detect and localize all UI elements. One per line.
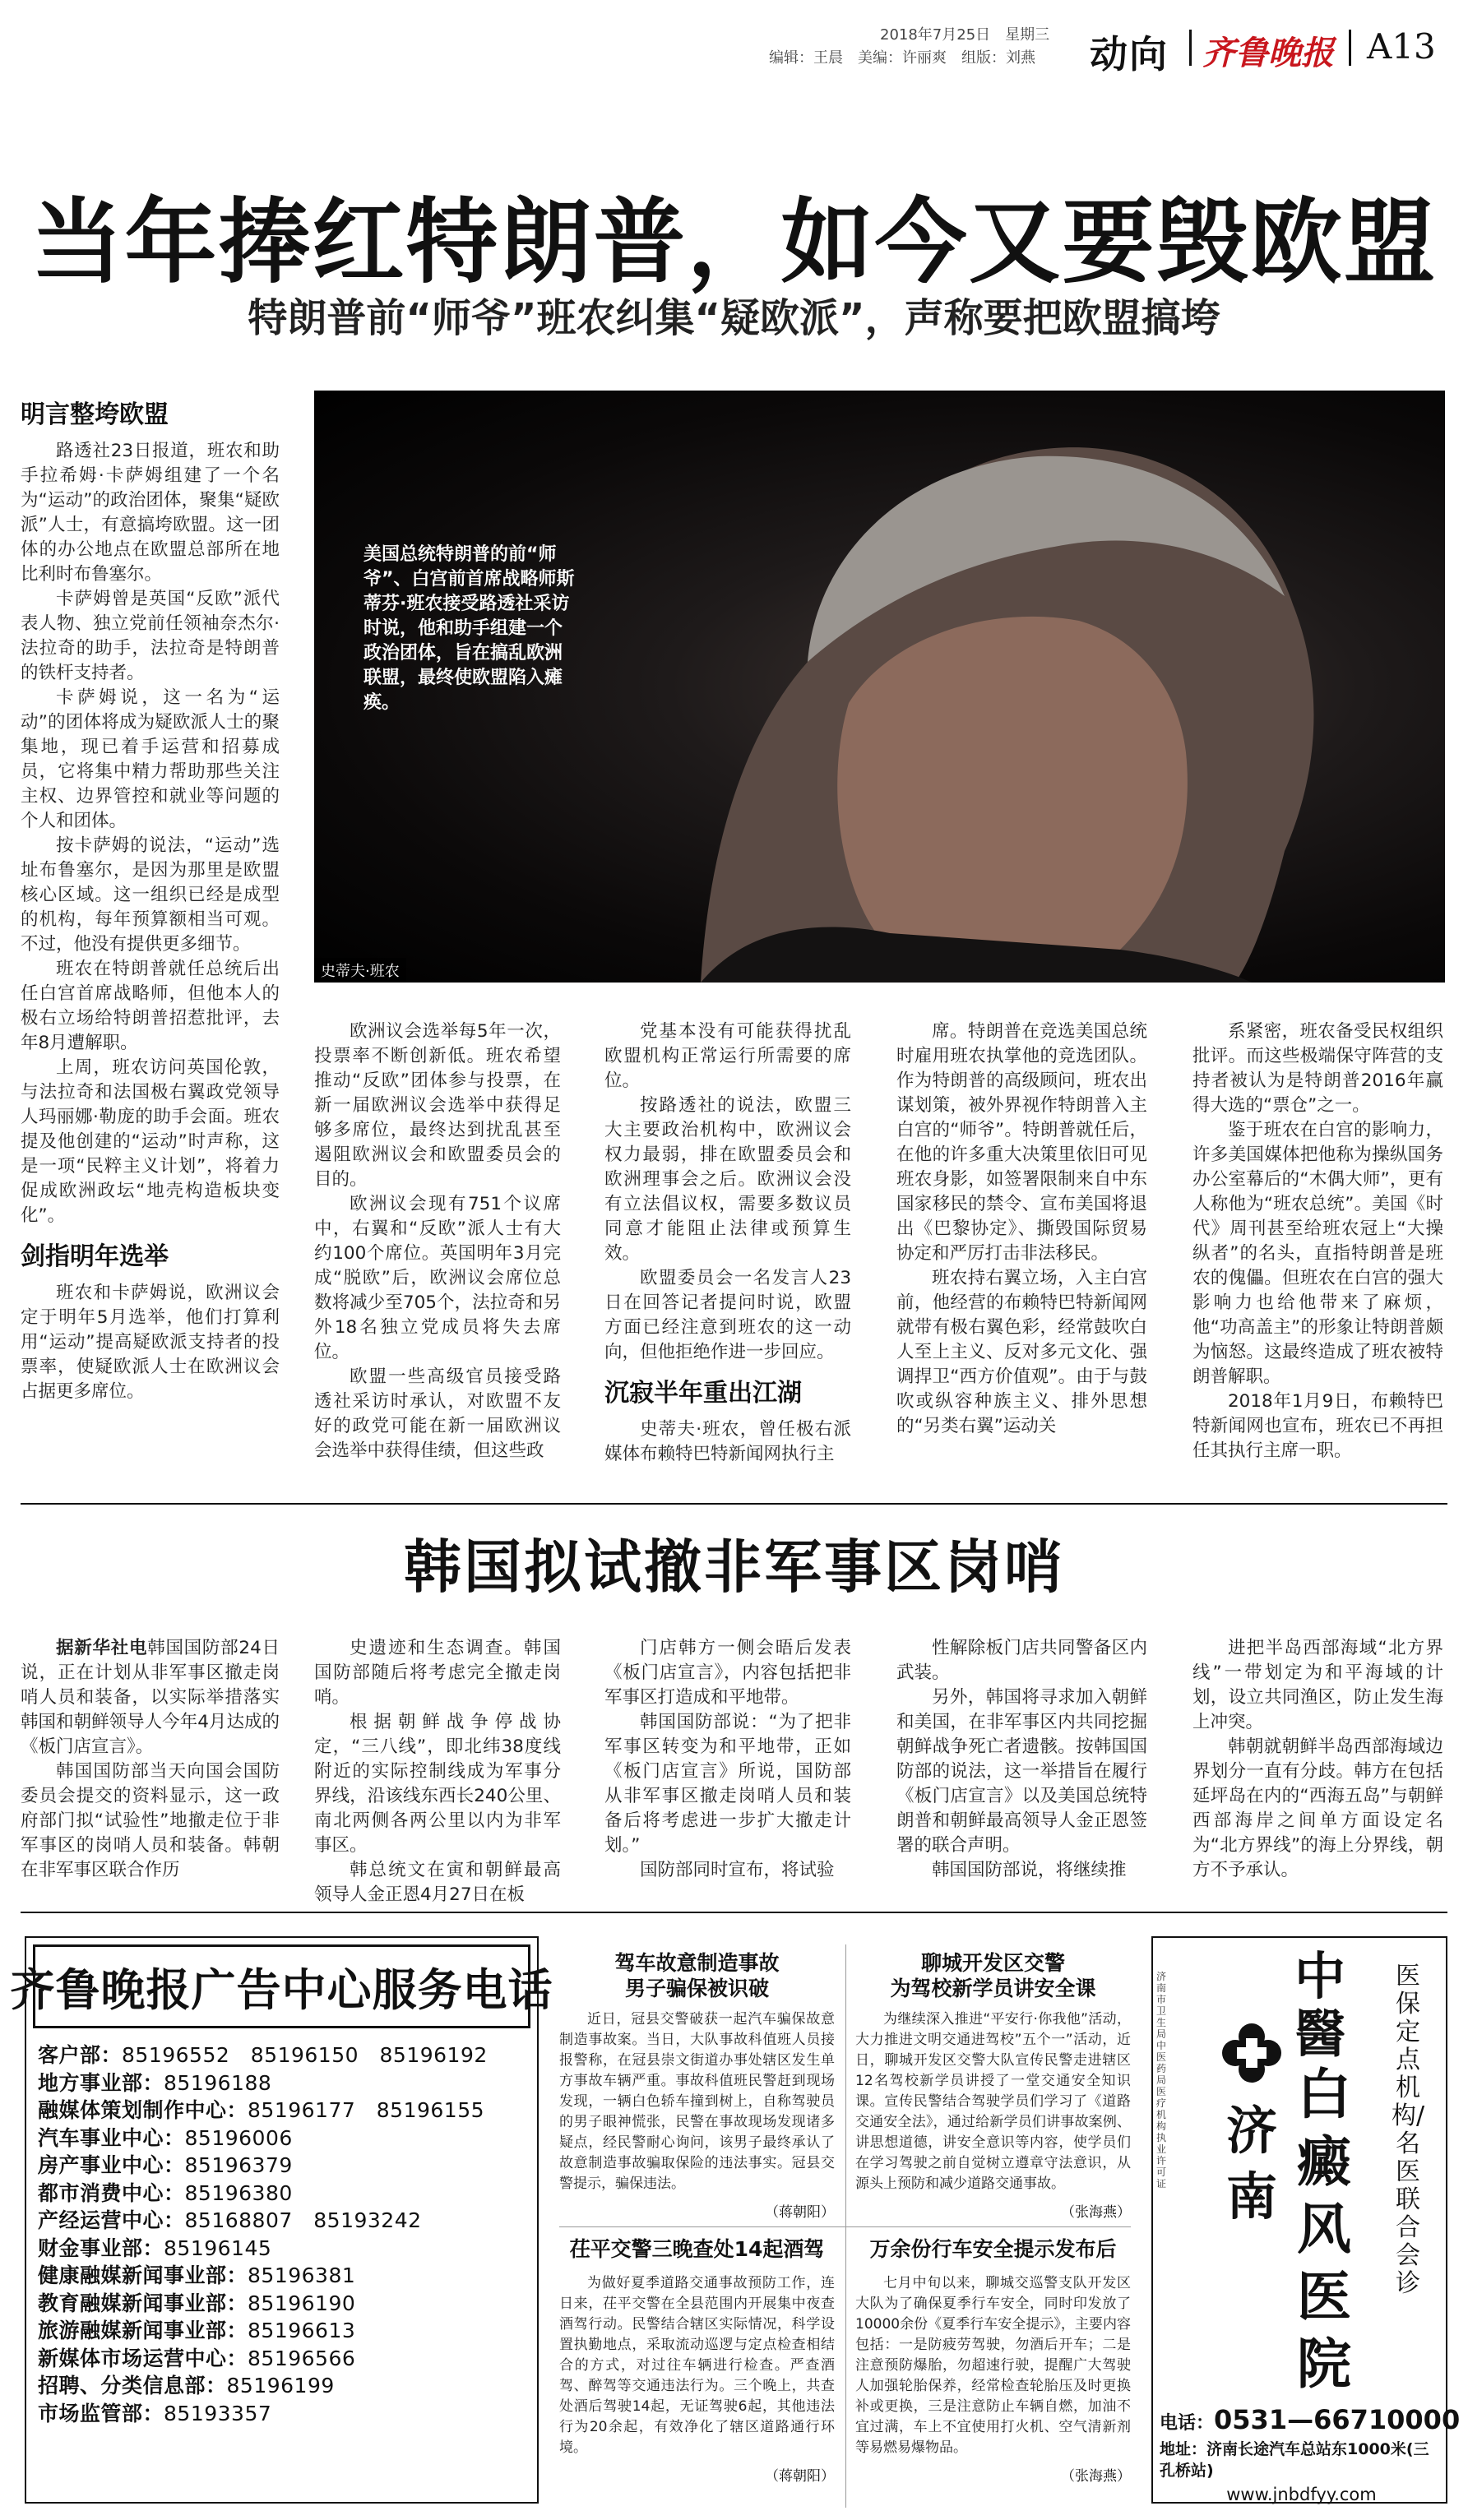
dept-name: 产经运营中心： — [38, 2208, 185, 2232]
paragraph-text: 韩国国防部24日说，正在计划从非军事区撤走岗哨人员和装备，以实际举措落实韩国和朝鲜领导人今年4月达成的《板门店宣言》。 — [21, 1638, 280, 1757]
tel-row — [38, 2097, 531, 2125]
ad-center-box — [10, 1936, 553, 2504]
brief-title: 万余份行车安全提示发布后 — [869, 2237, 1117, 2261]
website: www.jnbdfyy.com — [1226, 2485, 1377, 2504]
phone-label: 电话： — [1160, 2413, 1215, 2434]
brief1 — [559, 1950, 835, 2222]
paragraph: 班农持右翼立场，入主白宫前，他经营的布赖特巴特新闻网就带有极右翼色彩，经常鼓吹白人至上主义、反对多元文化、强调捍卫“西方价值观”。由于与鼓吹或纵容种族主义、排外思想的“另类右翼”运动关 — [896, 1268, 1147, 1436]
dept-name: 房产事业中心： — [38, 2153, 185, 2177]
hospital-city: 济南 — [1225, 2101, 1277, 2226]
tel-number: 85193357 — [164, 2401, 272, 2425]
tel-number: 85196613 — [248, 2319, 356, 2342]
paragraph: 欧盟委员会一名发言人23日在回答记者提问时说，欧盟方面已经注意到班农的这一动向，但他拒绝作进一步回应。 — [604, 1268, 851, 1362]
tel-number: 85168807 85193242 — [184, 2208, 422, 2232]
paragraph: 系紧密，班农备受民权组织批评。而这些极端保守阵营的支持者被认为是特朗普2016年赢得大选的“票仓”之一。 — [1192, 1021, 1443, 1116]
paragraph: 为做好夏季道路交通事故预防工作，连日来，茌平交警在全县范围内开展集中夜查酒驾行动。民警结合辖区实际情况，科学设置执勤地点，采取流动巡逻与定点检查相结合的方式，对过往车辆进行检查。严查酒驾、醉驾等交通违法行为。三个晚上，共查处酒后驾驶14起，无证驾驶6起，其他违法行为20余起，有效净化了辖区道路通行环境。 — [559, 2275, 835, 2456]
story2-col3 — [604, 1636, 851, 1883]
story1-col2 — [314, 1020, 561, 1488]
address-label: 地址： — [1160, 2440, 1207, 2458]
ad-center-title-box — [10, 1944, 553, 2028]
address-text: 济南长途汽车总站东1000米(三孔桥站) — [1160, 2440, 1429, 2480]
brief-body — [559, 2273, 835, 2462]
bannon-photo — [314, 391, 1445, 983]
dept-name: 市场监管部： — [38, 2401, 164, 2425]
paragraph: 另外，韩国将寻求加入朝鲜和美国，在非军事区内共同挖掘朝鲜战争死亡者遗骸。按韩国国防部的说法，这一举措旨在履行《板门店宣言》以及美国总统特朗普和朝鲜最高领导人金正恩签署的联合声明。 — [896, 1687, 1147, 1856]
tel-number: 85196379 — [184, 2153, 293, 2177]
tel-number: 85196188 — [164, 2070, 272, 2095]
paragraph: 欧洲议会现有751个议席中，右翼和“反欧”派人士有大约100个席位。英国明年3月完成“脱欧”后，欧洲议会席位总数将减少至705个，法拉奇和另外18名独立党成员将失去席位。 — [314, 1194, 561, 1362]
paragraph: 按卡萨姆的说法，“运动”选址布鲁塞尔，是因为那里是欧盟核心区域。这一组织已经是成型的机构，每年预算额相当可观。不过，他没有提供更多细节。 — [21, 835, 280, 955]
paragraph: 韩总统文在寅和朝鲜最高领导人金正恩4月27日在板 — [314, 1860, 561, 1905]
header — [0, 0, 1468, 78]
paragraph: 为继续深入推进“平安行·你我他”活动，大力推进文明交通进驾校”五个一”活动，近日，聊城开发区交警大队宣传民警走进辖区12名驾校新学员讲授了一堂交通安全知识课。宣传民警结合驾驶学员们学习了《道路交通安全法》，通过给新学员们讲事故案例、讲思想道德，讲安全意识等内容，使学员们在学习驾驶之前自觉树立遵章守法意识，从源头上预防和减少道路交通事故。 — [855, 2011, 1131, 2192]
paragraph: 鉴于班农在白宫的影响力，许多美国媒体把他称为操纵国务办公室幕后的“木偶大师”，更有人称他为“班农总统”。美国《时代》周刊甚至给班农冠上“大操纵者”的名头，直指特朗普是班农的傀儡。但班农在白宫的强大影响力也给他带来了麻烦，他“功高盖主”的形象让特朗普颇为恼怒。这最终造成了班农被特朗普解职。 — [1192, 1120, 1443, 1387]
tel-row — [38, 2207, 531, 2235]
paragraph: 上周，班农访问英国伦敦，与法拉奇和法国极右翼政党领导人玛丽娜·勒庞的助手会面。班农提及他创建的“运动”时声称，这是一项“民粹主义计划”，将着力促成欧洲政坛“地壳构造板块变化”。 — [21, 1057, 280, 1226]
paragraph: 根据朝鲜战争停战协定，“三八线”，即北纬38度线附近的实际控制线成为军事分界线，沿该线东西长240公里、南北两侧各两公里以内为非军事区。 — [314, 1712, 561, 1856]
tel-number: 85196199 — [226, 2374, 335, 2397]
tel-row — [38, 2180, 531, 2208]
paragraph: 班农在特朗普就任总统后出任白宫首席战略师，但他本人的极右立场给特朗普招惹批评，去年8月遭解职。 — [21, 959, 280, 1053]
story1-headline: 当年捧红特朗普，如今又要毁欧盟 — [30, 189, 1438, 296]
paper-logo: 齐鲁晚报 — [1202, 34, 1334, 72]
dept-name: 新媒体市场运营中心： — [38, 2346, 248, 2370]
hospital-name: 白癜风医院 — [1297, 2063, 1351, 2396]
paragraph: 卡萨姆说，这一名为“运动”的团体将成为疑欧派人士的聚集地，现已着手运营和招募成员，它将集中精力帮助那些关注主权、边界管控和就业等问题的个人和团体。 — [21, 687, 280, 831]
paragraph: 性解除板门店共同警备区内武装。 — [896, 1638, 1147, 1683]
paragraph: 进把半岛西部海域“北方界线”一带划定为和平海域的计划，设立共同渔区，防止发生海上冲突。 — [1192, 1638, 1443, 1732]
dept-name: 旅游融媒新闻事业部： — [38, 2319, 248, 2342]
tel-row — [38, 2262, 531, 2290]
ad-center-list — [38, 2041, 531, 2427]
tel-number: 85196006 — [184, 2125, 293, 2150]
tel-row — [38, 2372, 531, 2400]
tel-number: 85196381 — [248, 2263, 356, 2287]
tel-number: 85196190 — [248, 2291, 356, 2315]
tel-row — [38, 2345, 531, 2373]
phone-line — [1160, 2404, 1461, 2439]
brief3 — [855, 1950, 1131, 2222]
tel-row — [38, 2069, 531, 2097]
story1-col1 — [21, 400, 280, 1488]
dept-name: 财金事业部： — [38, 2236, 164, 2260]
header-editors: 编辑：王晨 美编：许丽爽 组版：刘燕 — [769, 49, 1035, 67]
tel-row — [38, 2290, 531, 2318]
dept-name: 地方事业部： — [38, 2070, 164, 2095]
hospital-logo-icon — [1219, 2020, 1285, 2086]
section-rule — [21, 1503, 1447, 1505]
header-divider — [1349, 30, 1351, 66]
tel-number: 85196145 — [164, 2236, 272, 2260]
source-note: 据新华社电 — [56, 1638, 148, 1658]
page-number: A13 — [1367, 26, 1436, 67]
tel-number: 85196552 85196150 85196192 — [122, 2043, 488, 2067]
approval-text: 济南市卫生局中医药局医疗机构执业许可证 — [1156, 1971, 1167, 2189]
brief-source: （张海燕） — [1061, 2468, 1131, 2485]
section-name: 动向 — [1090, 32, 1169, 76]
hospital-contact — [1160, 2404, 1461, 2504]
ads-rule — [21, 1912, 1447, 1913]
paragraph: 欧盟一些高级官员接受路透社采访时承认，对欧盟不友好的政党可能在新一届欧洲议会选举中获得佳绩，但这些政 — [314, 1366, 561, 1461]
paragraph: 韩国国防部说：“为了把非军事区转变为和平地带，正如《板门店宣言》所说，国防部从非军事区撤走岗哨人员和装备后将考虑进一步扩大撤走计划。” — [604, 1712, 851, 1856]
tel-row — [38, 2125, 531, 2152]
ad-center-title: 齐鲁晚报广告中心服务电话 — [10, 1963, 553, 2016]
phone-number: 0531—66710000 — [1214, 2404, 1461, 2435]
tel-number: 85196566 — [248, 2346, 356, 2370]
photo-caption: 美国总统特朗普的前“师爷”、白宫前首席战略师斯蒂芬·班农接受路透社采访时说，他和助手组建一个政治团体，旨在搞乱欧洲联盟，最终使欧盟陷入瘫痪。 — [364, 544, 575, 713]
brand-calligraphy: 中醫 — [1294, 1946, 1345, 2064]
dept-name: 都市消费中心： — [38, 2180, 185, 2205]
dept-name: 客户部： — [38, 2043, 123, 2067]
subhead-1: 明言整垮欧盟 — [21, 400, 169, 429]
subhead-3: 沉寂半年重出江湖 — [604, 1379, 802, 1408]
tel-row — [38, 2400, 531, 2428]
brief-divider — [559, 2226, 1131, 2227]
paragraph: 门店韩方一侧会晤后发表《板门店宣言》，内容包括把非军事区打造成和平地带。 — [604, 1638, 851, 1708]
brief-title: 聊城开发区交警 为驾校新学员讲安全课 — [890, 1951, 1096, 2000]
brief-source: （蒋朝阳） — [765, 2468, 835, 2485]
paragraph — [21, 1636, 280, 1759]
paragraph: 史遗迹和生态调查。韩国国防部随后将考虑完全撤走岗哨。 — [314, 1638, 561, 1708]
paragraph: 七月中旬以来，聊城交巡警支队开发区大队为了确保夏季行车安全，同时印发放了10000余份《夏季行车安全提示》，主要内容包括：一是防疲劳驾驶，勿酒后开车；二是注意预防爆胎，勿超速行驶，提醒广大驾驶人加强轮胎保养，经常检查轮胎压及时更换补或更换，三是注意防止车辆自燃，加油不宜过满，车上不宜使用打火机、空气清新剂等易燃易爆物品。 — [855, 2275, 1131, 2456]
paragraph: 近日，冠县交警破获一起汽车骗保故意制造事故案。当日，大队事故科值班人员接报警称，在冠县崇文街道办事处辖区发生单方事故车辆严重。事故科值班民警赶到现场发现，一辆白色轿车撞到树上，自称驾驶员的男子眼神慌张，民警在事故现场发现诸多疑点，经民警耐心询问，该男子最终承认了故意制造事故骗取保险的违法事实。冠县交警提示，骗保违法。 — [559, 2011, 835, 2192]
hospital-tag: 医保定点机构/名医联合会诊 — [1392, 1962, 1425, 2298]
story2-col1 — [21, 1636, 280, 1883]
tel-number: 85196177 85196155 — [248, 2098, 485, 2122]
paragraph: 卡萨姆曾是英国“反欧”派代表人物、独立党前任领袖奈杰尔·法拉奇的助手，法拉奇是特朗普的铁杆支持者。 — [21, 589, 280, 683]
paragraph: 韩国国防部当天向国会国防委员会提交的资料显示，这一政府部门拟“试验性”地撤走位于非军事区的岗哨人员和装备。韩朝在非军事区联合作历 — [21, 1761, 280, 1880]
story1-subheadline: 特朗普前“师爷”班农纠集“疑欧派”，声称要把欧盟搞垮 — [248, 295, 1220, 341]
brief-body — [855, 2009, 1131, 2199]
paragraph: 党基本没有可能获得扰乱欧盟机构正常运行所需要的席位。 — [604, 1021, 851, 1091]
tel-row — [38, 2041, 531, 2069]
tel-row — [38, 2152, 531, 2180]
header-divider — [1189, 30, 1192, 66]
dept-name: 健康融媒新闻事业部： — [38, 2263, 248, 2287]
paragraph: 国防部同时宣布，将试验 — [640, 1860, 835, 1880]
story1-col4 — [896, 1020, 1147, 1488]
brief-body — [855, 2273, 1131, 2462]
tel-row — [38, 2235, 531, 2263]
brief-title: 驾车故意制造事故 男子骗保被识破 — [614, 1951, 780, 2000]
story2-headline: 韩国拟试撤非军事区岗哨 — [404, 1533, 1064, 1601]
paragraph: 韩朝就朝鲜半岛西部海域边界划分一直有分歧。韩方在包括延坪岛在内的“西海五岛”与朝鲜西部海岸之间单方面设定名为“北方界线”的海上分界线，朝方不予承认。 — [1192, 1736, 1443, 1880]
paragraph: 史蒂夫·班农，曾任极右派媒体布赖特巴特新闻网执行主 — [604, 1419, 851, 1464]
brief-body — [559, 2009, 835, 2199]
dept-name: 教育融媒新闻事业部： — [38, 2291, 248, 2315]
paragraph: 2018年1月9日，布赖特巴特新闻网也宣布，班农已不再担任其执行主席一职。 — [1192, 1391, 1443, 1461]
subhead-2: 剑指明年选举 — [21, 1242, 169, 1271]
paragraph: 路透社23日报道，班农和助手拉希姆·卡萨姆组建了一个名为“运动”的政治团体，聚集“疑欧派”人士，有意搞垮欧盟。这一团体的办公地点在欧盟总部所在地比利时布鲁塞尔。 — [21, 441, 280, 585]
paragraph: 按路透社的说法，欧盟三大主要政治机构中，欧洲议会权力最弱，排在欧盟委员会和欧洲理事会之后。欧洲议会没有立法倡议权，需要多数议员同意才能阻止法律或预算生效。 — [604, 1095, 851, 1264]
story2-col2 — [314, 1636, 561, 1905]
hospital-ad — [1151, 1936, 1461, 2504]
paragraph: 班农和卡萨姆说，欧洲议会定于明年5月选举，他们打算利用“运动”提高疑欧派支持者的投票率，使疑欧派人士在欧洲议会占据更多席位。 — [21, 1283, 280, 1402]
header-date: 2018年7月25日 星期三 — [880, 26, 1050, 44]
photo-credit: 史蒂夫·班农 — [314, 958, 406, 983]
story1-col3 — [604, 1020, 851, 1488]
story2-col4 — [896, 1636, 1147, 1883]
story1-col5 — [1192, 1020, 1443, 1488]
brief2 — [559, 2236, 835, 2508]
tel-row — [38, 2317, 531, 2345]
address-line — [1160, 2439, 1443, 2481]
tel-number: 85196380 — [184, 2180, 293, 2205]
paragraph: 欧洲议会选举每5年一次，投票率不断创新低。班农希望推动“反欧”团体参与投票，在新一届欧洲议会选举中获得足够多席位，最终达到扰乱甚至遏阻欧洲议会和欧盟委员会的目的。 — [314, 1021, 561, 1190]
brief-title: 茌平交警三晚查处14起酒驾 — [569, 2237, 825, 2261]
dept-name: 融媒体策划制作中心： — [38, 2098, 248, 2122]
paragraph: 席。特朗普在竞选美国总统时雇用班农执掌他的竞选团队。作为特朗普的高级顾问，班农出谋划策，被外界视作特朗普入主白宫的“师爷”。特朗普就任后，在他的许多重大决策里依旧可见班农身影，如签署限制来自中东国家移民的禁令、宣布美国将退出《巴黎协定》、撕毁国际贸易协定和严厉打击非法移民。 — [896, 1021, 1147, 1264]
cross-flower-icon — [1219, 2020, 1285, 2086]
paragraph: 韩国国防部说，将继续推 — [932, 1860, 1127, 1880]
dept-name: 汽车事业中心： — [38, 2125, 185, 2150]
story2-col5 — [1192, 1636, 1443, 1883]
brief-source: （张海燕） — [1061, 2204, 1131, 2221]
brief-source: （蒋朝阳） — [765, 2204, 835, 2221]
dept-name: 招聘、分类信息部： — [38, 2374, 227, 2397]
brief4 — [855, 2236, 1131, 2508]
